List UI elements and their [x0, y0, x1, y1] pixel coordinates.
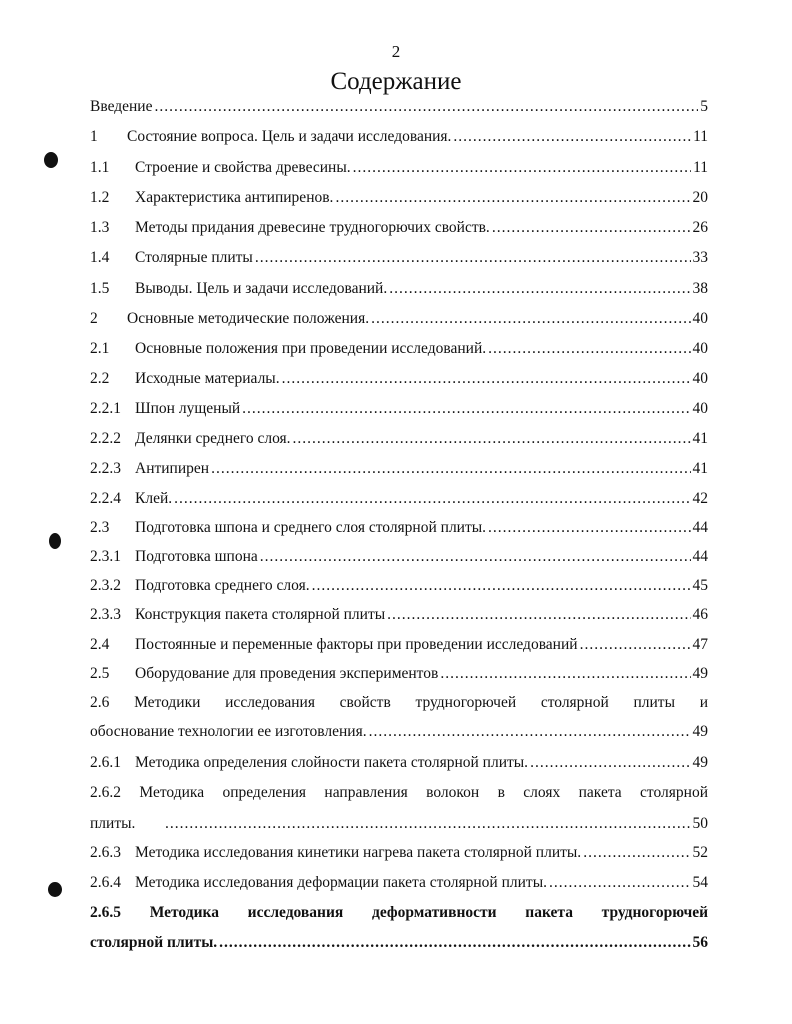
leader-dots [369, 722, 691, 742]
toc-entry-page: 26 [692, 219, 708, 236]
leader-dots [488, 518, 690, 538]
toc-entry-title: Методика определения направления волокон в слоях пакета столярной [139, 784, 708, 801]
toc-entry-number: 1.5 [90, 280, 110, 297]
leader-dots [453, 127, 691, 147]
toc-entry[interactable] [90, 339, 708, 359]
toc-entry-page: 52 [692, 844, 708, 861]
toc-entry[interactable] [90, 188, 708, 208]
toc-entry[interactable] [90, 429, 708, 449]
toc-entry[interactable] [90, 873, 708, 893]
leader-dots [387, 605, 690, 625]
toc-entry-page: 49 [692, 665, 708, 682]
toc-entry-title: Методика исследования деформации пакета столярной плиты. [135, 874, 547, 891]
toc-entry-title: Методика исследования кинетики нагрева пакета столярной плиты. [135, 844, 582, 861]
toc-entry[interactable] [90, 369, 708, 389]
toc-entry[interactable] [90, 127, 708, 147]
leader-dots [580, 635, 691, 655]
toc-entry[interactable] [90, 605, 708, 625]
toc-entry[interactable] [90, 547, 708, 567]
toc-entry-number: 2.3.3 [90, 606, 121, 623]
toc-entry[interactable] [90, 459, 708, 479]
leader-dots [492, 218, 691, 238]
punch-hole-mark [48, 882, 62, 897]
toc-entry-number: 2.2 [90, 370, 110, 387]
toc-entry-number: 2.5 [90, 665, 110, 682]
toc-entry[interactable] [90, 518, 708, 538]
toc-entry-page: 47 [692, 636, 708, 653]
toc-entry-title: Строение и свойства древесины. [135, 159, 351, 176]
toc-entry-number: 2.6.2 [90, 784, 121, 801]
leader-dots [530, 753, 690, 773]
leader-dots [154, 97, 698, 117]
toc-entry-title: Шпон лущеный [135, 400, 241, 417]
toc-entry-number: 1.3 [90, 219, 110, 236]
toc-entry[interactable] [90, 279, 708, 299]
leader-dots [335, 188, 690, 208]
toc-entry-title: столярной плиты. [90, 934, 218, 951]
toc-entry-title: Делянки среднего слоя. [135, 430, 291, 447]
leader-dots [211, 459, 690, 479]
toc-entry-page: 40 [692, 370, 708, 387]
toc-entry-title: Выводы. Цель и задачи исследований. [135, 280, 388, 297]
toc-entry-title: обоснование технологии ее изготовления. [90, 723, 367, 740]
toc-entry-page: 11 [693, 159, 708, 176]
toc-entry-title: Исходные материалы. [135, 370, 280, 387]
toc-entry-continuation[interactable] [90, 722, 708, 742]
toc-entry-title: Основные положения при проведении исследований. [135, 340, 487, 357]
toc-entry-title: Методы придания древесине трудногорючих свойств. [135, 219, 490, 236]
leader-dots [255, 248, 691, 268]
toc-entry[interactable] [90, 843, 708, 863]
toc-entry-page: 42 [692, 490, 708, 507]
toc-entry-number: 2.4 [90, 636, 110, 653]
page-title: Содержание [330, 68, 462, 95]
toc-entry-number: 2.6.4 [90, 874, 121, 891]
toc-entry-page: 54 [692, 874, 708, 891]
toc-entry-number: 2.2.3 [90, 460, 121, 477]
toc-entry[interactable] [90, 218, 708, 238]
leader-dots [583, 843, 690, 863]
toc-entry-continuation[interactable] [90, 933, 708, 953]
toc-entry-number: 2.2.4 [90, 490, 121, 507]
toc-entry-number: 2.6.5 [90, 904, 121, 921]
toc-entry-page: 40 [692, 340, 708, 357]
toc-entry-number: 1 [90, 128, 98, 145]
toc-entry-page: 49 [692, 754, 708, 771]
toc-entry-page: 33 [692, 249, 708, 266]
toc-entry-title: Столярные плиты [135, 249, 253, 266]
toc-entry-number: 2.1 [90, 340, 110, 357]
toc-entry-page: 45 [692, 577, 708, 594]
leader-dots [242, 399, 690, 419]
page-number: 2 [391, 42, 401, 61]
leader-dots [174, 489, 690, 509]
toc-entry-number: 2.6.3 [90, 844, 121, 861]
toc-entry-number: 2 [90, 310, 98, 327]
toc-entry-intro[interactable] [90, 97, 708, 117]
toc-entry-number: 1.1 [90, 159, 110, 176]
toc-entry-page: 44 [692, 548, 708, 565]
leader-dots [440, 664, 690, 684]
toc-entry-page: 46 [692, 606, 708, 623]
toc-entry-title: Методика исследования деформативности пакета трудногорючей [149, 904, 709, 921]
leader-dots [353, 158, 691, 178]
leader-dots [260, 547, 691, 567]
leader-dots [282, 369, 691, 389]
toc-entry-number: 2.3.2 [90, 577, 121, 594]
toc-entry-page: 49 [692, 723, 708, 740]
toc-entry-continuation[interactable] [90, 814, 708, 834]
toc-entry-title: Антипирен [135, 460, 210, 477]
toc-entry[interactable] [90, 399, 708, 419]
toc-entry[interactable] [90, 635, 708, 655]
leader-dots [371, 309, 690, 329]
toc-entry[interactable] [90, 753, 708, 773]
toc-entry-number: 1.2 [90, 189, 110, 206]
toc-entry-number: 2.6 [90, 694, 110, 711]
toc-entry-number: 2.2.2 [90, 430, 121, 447]
toc-entry-title: Методика определения слойности пакета столярной плиты. [135, 754, 529, 771]
toc-entry-page: 38 [692, 280, 708, 297]
toc-entry-title: Оборудование для проведения экспериментов [135, 665, 439, 682]
toc-entry-title: плиты. [90, 815, 136, 832]
toc-entry[interactable] [90, 158, 708, 178]
leader-dots [488, 339, 690, 359]
leader-dots [219, 933, 690, 953]
toc-entry[interactable] [90, 489, 708, 509]
toc-entry-page: 56 [692, 934, 708, 951]
toc-entry-line[interactable] [90, 783, 708, 803]
leader-dots [389, 279, 690, 299]
toc-entry-title: Подготовка шпона и среднего слоя столярной плиты. [135, 519, 487, 536]
toc-entry-number: 2.6.1 [90, 754, 121, 771]
toc-entry-title: Методики исследования свойств трудногорючей столярной плиты и [134, 694, 708, 711]
toc-entry-page: 50 [692, 815, 708, 832]
toc-entry-title: Введение [90, 98, 153, 115]
toc-entry-number: 2.3.1 [90, 548, 121, 565]
toc-entry-page: 11 [693, 128, 708, 145]
toc-entry-page: 44 [692, 519, 708, 536]
toc-entry-page: 40 [692, 310, 708, 327]
toc-entry-number: 2.2.1 [90, 400, 121, 417]
toc-entry-page: 20 [692, 189, 708, 206]
toc-entry-page: 41 [692, 460, 708, 477]
leader-dots [549, 873, 691, 893]
toc-entry-number: 2.3 [90, 519, 110, 536]
punch-hole-mark [44, 152, 58, 168]
leader-dots [312, 576, 691, 596]
toc-entry-title: Подготовка шпона [135, 548, 258, 565]
toc-entry-title: Основные методические положения. [127, 310, 370, 327]
toc-entry-line[interactable] [90, 693, 708, 713]
punch-hole-mark [49, 533, 61, 549]
toc-entry[interactable] [90, 248, 708, 268]
leader-dots [293, 429, 691, 449]
toc-entry[interactable] [90, 309, 708, 329]
toc-entry-title: Конструкция пакета столярной плиты [135, 606, 386, 623]
toc-entry-number: 1.4 [90, 249, 110, 266]
toc-entry-page: 41 [692, 430, 708, 447]
toc-entry-title: Подготовка среднего слоя. [135, 577, 310, 594]
toc-entry-title: Постоянные и переменные факторы при проведении исследований [135, 636, 578, 653]
toc-entry-page: 5 [700, 98, 708, 115]
leader-dots [165, 814, 691, 834]
toc-entry-line[interactable] [90, 903, 708, 923]
toc-entry[interactable] [90, 576, 708, 596]
toc-entry-title: Характеристика антипиренов. [135, 189, 334, 206]
toc-entry-page: 40 [692, 400, 708, 417]
toc-entry-title: Состояние вопроса. Цель и задачи исследования. [127, 128, 452, 145]
toc-entry-title: Клей. [135, 490, 173, 507]
toc-entry[interactable] [90, 664, 708, 684]
